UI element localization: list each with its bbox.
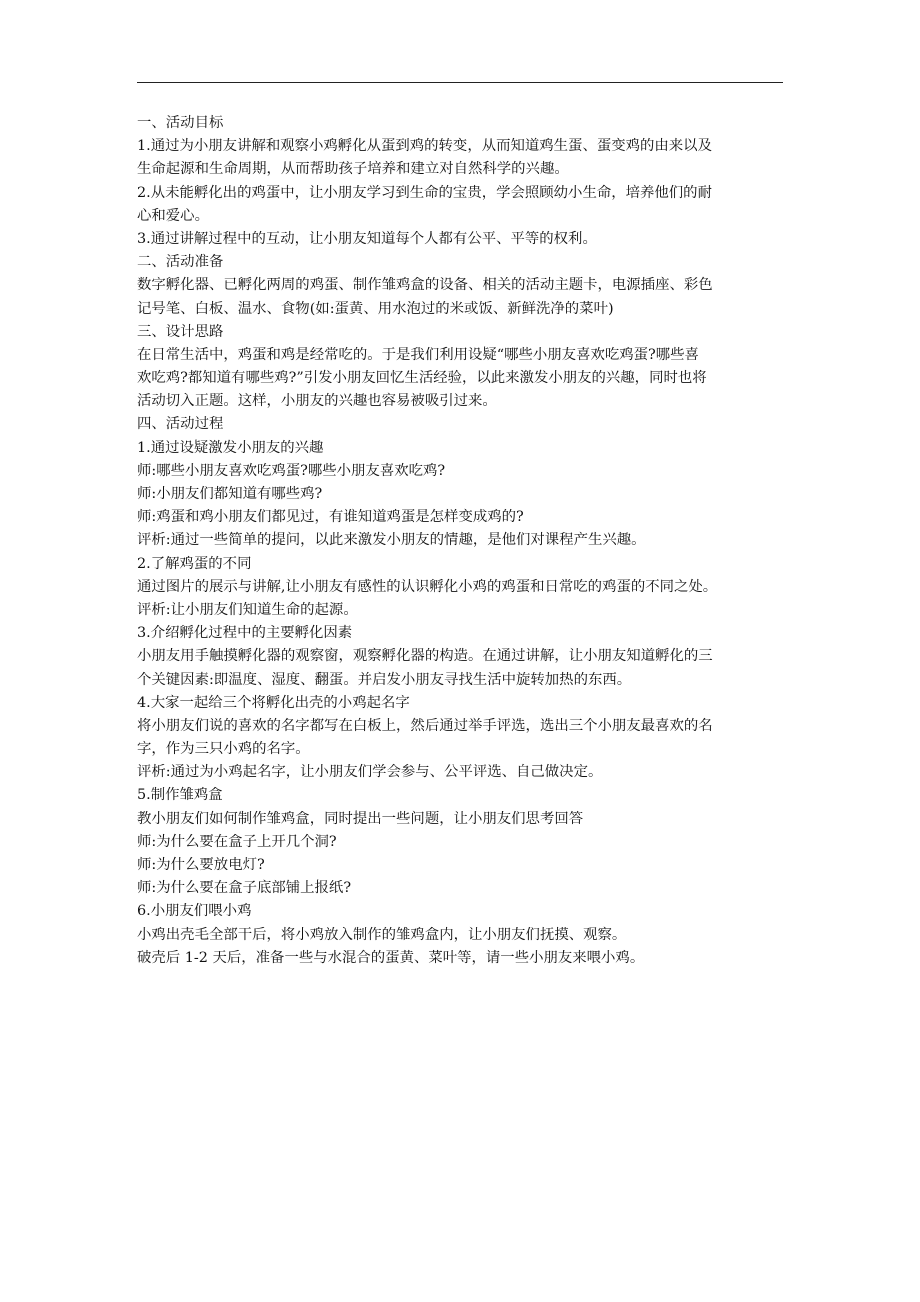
header-rule <box>137 82 783 83</box>
text-line: 师:哪些小朋友喜欢吃鸡蛋?哪些小朋友喜欢吃鸡? <box>137 462 446 479</box>
text-line: 师:为什么要在盒子底部铺上报纸? <box>137 880 352 897</box>
text-line: 活动切入正题。这样，小朋友的兴趣也容易被吸引过来。 <box>137 393 497 410</box>
text-line: 教小朋友们如何制作雏鸡盒，同时提出一些问题，让小朋友们思考回答 <box>137 810 584 827</box>
text-line: 数字孵化器、已孵化两周的鸡蛋、制作雏鸡盒的设备、相关的活动主题卡，电源插座、彩色 <box>137 277 713 294</box>
text-line: 师:为什么要放电灯? <box>137 857 265 873</box>
text-line: 通过图片的展示与讲解,让小朋友有感性的认识孵化小鸡的鸡蛋和日常吃的鸡蛋的不同之处。 <box>137 578 718 595</box>
text-line: 在日常生活中，鸡蛋和鸡是经常吃的。于是我们利用设疑“哪些小朋友喜欢吃鸡蛋?哪些喜 <box>137 346 699 363</box>
document-body <box>137 112 787 970</box>
step-heading: 3.介绍孵化过程中的主要孵化因素 <box>137 625 353 642</box>
text-line: 小朋友用手触摸孵化器的观察窗，观察孵化器的构造。在通过讲解，让小朋友知道孵化的三 <box>137 648 713 665</box>
text-line: 师:为什么要在盒子上开几个洞? <box>137 833 337 850</box>
text-line: 小鸡出壳毛全部干后，将小鸡放入制作的雏鸡盒内，让小朋友们抚摸、观察。 <box>137 926 627 943</box>
text-line: 评析:通过为小鸡起名字，让小朋友们学会参与、公平评选、自己做决定。 <box>137 764 603 781</box>
text-line: 师:鸡蛋和鸡小朋友们都见过，有谁知道鸡蛋是怎样变成鸡的? <box>137 509 524 526</box>
step-heading: 2.了解鸡蛋的不同 <box>137 555 252 572</box>
text-line: 字，作为三只小鸡的名字。 <box>137 741 310 758</box>
text-line: 评析:通过一些简单的提问，以此来激发小朋友的情趣，是他们对课程产生兴趣。 <box>137 532 646 549</box>
text-line: 评析:让小朋友们知道生命的起源。 <box>137 601 358 618</box>
text-line: 师:小朋友们都知道有哪些鸡? <box>137 486 323 502</box>
section-heading-goals: 一、活动目标 <box>137 115 224 131</box>
step-heading: 5.制作雏鸡盒 <box>137 787 223 804</box>
text-line: 记号笔、白板、温水、食物(如:蛋黄、用水泡过的米或饭、新鲜洗净的菜叶) <box>137 300 614 317</box>
section-heading-design: 三、设计思路 <box>137 323 224 340</box>
text-line: 心和爱心。 <box>137 207 209 224</box>
text-line: 3.通过讲解过程中的互动，让小朋友知道每个人都有公平、平等的权利。 <box>137 230 597 247</box>
section-heading-preparation: 二、活动准备 <box>137 254 224 271</box>
section-heading-process: 四、活动过程 <box>137 416 224 433</box>
step-heading: 4.大家一起给三个将孵化出壳的小鸡起名字 <box>137 694 410 711</box>
text-line: 2.从未能孵化出的鸡蛋中，让小朋友学习到生命的宝贵，学会照顾幼小生命，培养他们的耐 <box>137 184 712 201</box>
step-heading: 1.通过设疑激发小朋友的兴趣 <box>137 439 324 456</box>
text-line: 1.通过为小朋友讲解和观察小鸡孵化从蛋到鸡的转变，从而知道鸡生蛋、蛋变鸡的由来以及 <box>137 138 712 155</box>
text-line: 生命起源和生命周期，从而帮助孩子培养和建立对自然科学的兴趣。 <box>137 161 569 178</box>
step-heading: 6.小朋友们喂小鸡 <box>137 903 252 920</box>
text-line: 破壳后 1-2 天后，准备一些与水混合的蛋黄、菜叶等，请一些小朋友来喂小鸡。 <box>137 949 645 966</box>
text-line: 欢吃鸡?都知道有哪些鸡?”引发小朋友回忆生活经验，以此来激发小朋友的兴趣，同时也将 <box>137 370 707 387</box>
text-line: 将小朋友们说的喜欢的名字都写在白板上，然后通过举手评选，选出三个小朋友最喜欢的名 <box>137 717 713 734</box>
text-line: 个关键因素:即温度、湿度、翻蛋。并启发小朋友寻找生活中旋转加热的东西。 <box>137 671 632 688</box>
